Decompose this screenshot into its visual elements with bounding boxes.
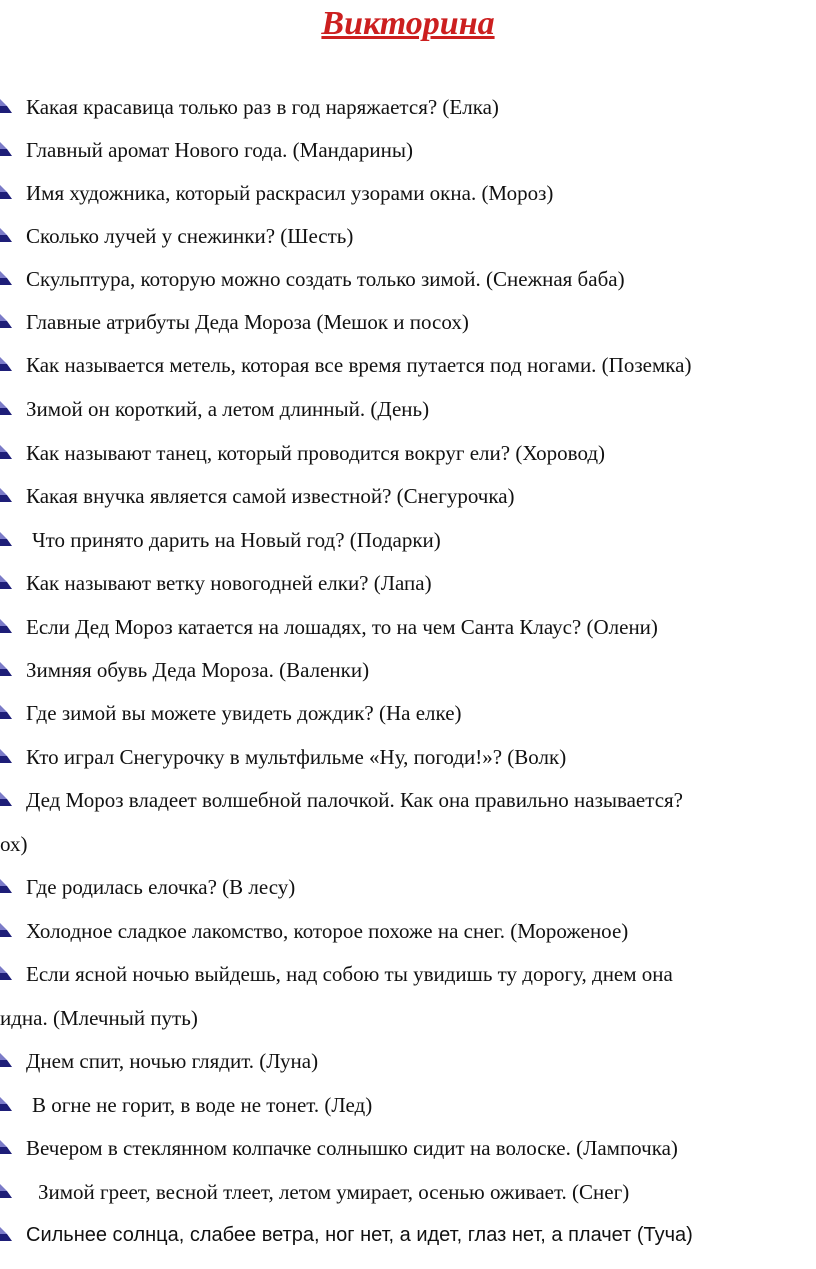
list-item-text: Зимой он короткий, а летом длинный. (День) — [26, 397, 430, 421]
arrow-bullet-icon — [0, 488, 12, 502]
list-item — [0, 1041, 816, 1081]
list-item — [0, 520, 816, 560]
list-item-text: Сколько лучей у снежинки? (Шесть) — [26, 224, 354, 248]
list-item-continuation-text: идна. (Млечный путь) — [0, 1006, 198, 1030]
list-item-text: Что принято дарить на Новый год? (Подарки) — [32, 528, 441, 552]
list-item — [0, 650, 816, 690]
arrow-bullet-icon — [0, 228, 12, 242]
list-item — [0, 563, 816, 603]
list-item — [0, 693, 816, 733]
list-item — [0, 737, 816, 777]
list-item — [0, 216, 816, 256]
arrow-bullet-icon — [0, 749, 12, 763]
arrow-bullet-icon — [0, 705, 12, 719]
list-item-text: Имя художника, который раскрасил узорами окна. (Мороз) — [26, 181, 554, 205]
list-item-text: Главные атрибуты Деда Мороза (Мешок и посох) — [26, 310, 469, 334]
list-item-text: В огне не горит, в воде не тонет. (Лед) — [32, 1093, 373, 1117]
arrow-bullet-icon — [0, 445, 12, 459]
list-item — [0, 954, 816, 994]
list-item — [0, 1172, 816, 1212]
list-item-text: Кто играл Снегурочку в мультфильме «Ну, погоди!»? (Волк) — [26, 745, 567, 769]
arrow-bullet-icon — [0, 1184, 12, 1198]
list-item — [0, 433, 816, 473]
list-item-text: Если Дед Мороз катается на лошадях, то на чем Санта Клаус? (Олени) — [26, 615, 658, 639]
arrow-bullet-icon — [0, 1097, 12, 1111]
list-item-text: Какая красавица только раз в год наряжается? (Елка) — [26, 95, 499, 119]
list-item-text: Вечером в стеклянном колпачке солнышко сидит на волоске. (Лампочка) — [26, 1136, 678, 1160]
arrow-bullet-icon — [0, 619, 12, 633]
list-item — [0, 130, 816, 170]
arrow-bullet-icon — [0, 401, 12, 415]
list-item — [0, 867, 816, 907]
list-item-text: Зимой греет, весной тлеет, летом умирает, осенью оживает. (Снег) — [38, 1180, 630, 1204]
arrow-bullet-icon — [0, 966, 12, 980]
arrow-bullet-icon — [0, 185, 12, 199]
list-item — [0, 87, 816, 127]
list-item — [0, 476, 816, 516]
arrow-bullet-icon — [0, 879, 12, 893]
list-item-text: Главный аромат Нового года. (Мандарины) — [26, 138, 413, 162]
arrow-bullet-icon — [0, 142, 12, 156]
arrow-bullet-icon — [0, 575, 12, 589]
list-item — [0, 1128, 816, 1168]
arrow-bullet-icon — [0, 357, 12, 371]
arrow-bullet-icon — [0, 1053, 12, 1067]
list-item — [0, 259, 816, 299]
arrow-bullet-icon — [0, 271, 12, 285]
list-item — [0, 173, 816, 213]
arrow-bullet-icon — [0, 662, 12, 676]
list-item-continuation — [0, 998, 816, 1038]
list-item-text: Дед Мороз владеет волшебной палочкой. Как она правильно называется? — [26, 788, 683, 812]
arrow-bullet-icon — [0, 1140, 12, 1154]
list-item — [0, 1215, 816, 1255]
list-item-text: Как называют танец, который проводится вокруг ели? (Хоровод) — [26, 441, 606, 465]
list-item — [0, 780, 816, 820]
list-item — [0, 302, 816, 342]
list-item-text: Сильнее солнца, слабее ветра, ног нет, а идет, глаз нет, а плачет (Туча) — [26, 1224, 693, 1246]
list-item — [0, 1085, 816, 1125]
list-item-text: Как называют ветку новогодней елки? (Лапа) — [26, 571, 432, 595]
list-item-text: Зимняя обувь Деда Мороза. (Валенки) — [26, 658, 370, 682]
list-item-text: Где зимой вы можете увидеть дождик? (На елке) — [26, 701, 462, 725]
list-item — [0, 389, 816, 429]
arrow-bullet-icon — [0, 792, 12, 806]
list-item-text: Днем спит, ночью глядит. (Луна) — [26, 1049, 319, 1073]
list-item-continuation-text: ох) — [0, 832, 28, 856]
arrow-bullet-icon — [0, 99, 12, 113]
list-item-text: Где родилась елочка? (В лесу) — [26, 875, 296, 899]
list-item-continuation — [0, 824, 816, 864]
arrow-bullet-icon — [0, 1227, 12, 1241]
page-title: Викторина — [321, 5, 495, 42]
arrow-bullet-icon — [0, 314, 12, 328]
arrow-bullet-icon — [0, 532, 12, 546]
list-item-text: Какая внучка является самой известной? (Снегурочка) — [26, 484, 515, 508]
list-item — [0, 345, 816, 385]
arrow-bullet-icon — [0, 923, 12, 937]
list-item-text: Скульптура, которую можно создать только зимой. (Снежная баба) — [26, 267, 625, 291]
list-item-text: Как называется метель, которая все время путается под ногами. (Поземка) — [26, 353, 692, 377]
list-item — [0, 911, 816, 951]
list-item — [0, 607, 816, 647]
list-item-text: Если ясной ночью выйдешь, над собою ты увидишь ту дорогу, днем она — [26, 962, 673, 986]
list-item-text: Холодное сладкое лакомство, которое похоже на снег. (Мороженое) — [26, 919, 629, 943]
